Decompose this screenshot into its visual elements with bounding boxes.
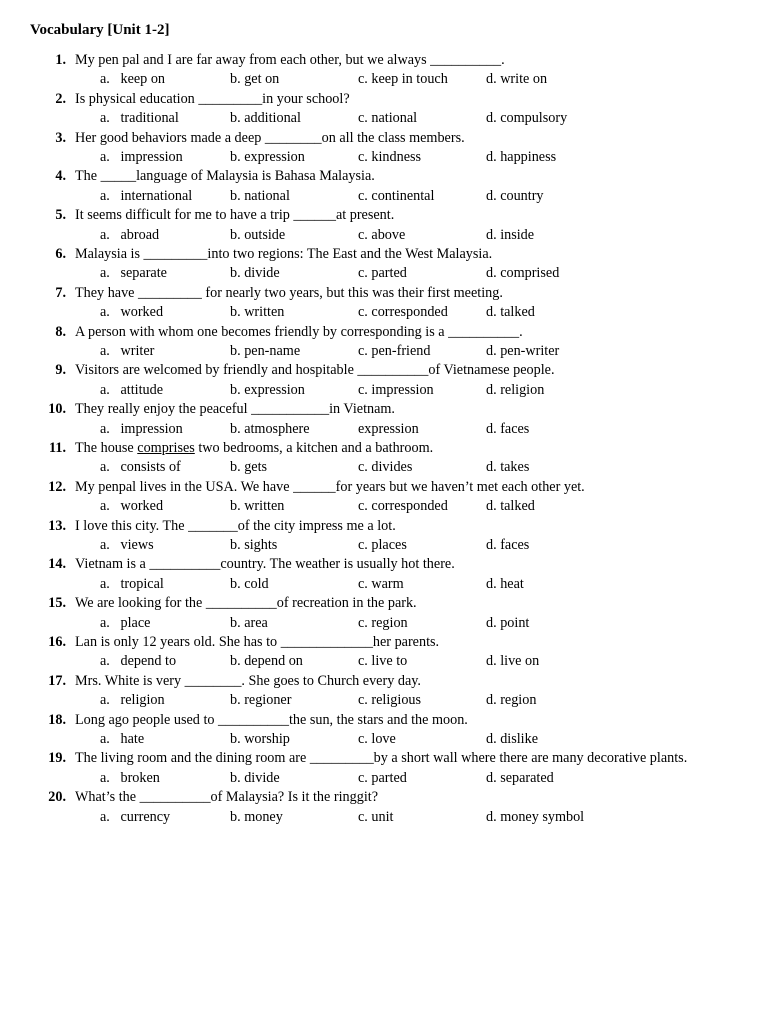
question-number: 18. [48, 711, 66, 728]
answer-options [0, 769, 768, 788]
question-text: two bedrooms, a kitchen and a bathroom. [194, 439, 434, 456]
question-text: It seems difficult for me to have a trip ______at present. [75, 207, 395, 224]
answer-options [0, 264, 768, 283]
answer-options [0, 730, 768, 749]
option-d: d. takes [486, 459, 530, 476]
question-stem [0, 711, 768, 730]
question-stem [0, 633, 768, 652]
question-item [0, 361, 768, 400]
question-text: We are looking for the __________of recreation in the park. [75, 595, 417, 612]
question-text: The living room and the dining room are _________by a short wall where there are many decorative plants. [75, 750, 688, 767]
underlined-word: comprises [137, 439, 195, 456]
question-text: Mrs. White is very ________. She goes to Church every day. [75, 672, 421, 689]
question-number: 11. [49, 439, 66, 456]
answer-options [0, 381, 768, 400]
question-stem [0, 51, 768, 70]
question-item [0, 245, 768, 284]
question-number: 20. [48, 789, 66, 806]
option-d: d. faces [486, 536, 530, 553]
question-text: A person with whom one becomes friendly by corresponding is a __________. [75, 323, 523, 340]
option-d: d. comprised [486, 265, 560, 282]
option-c: c. corresponded [358, 498, 448, 515]
option-b: b. sights [230, 536, 278, 553]
question-stem [0, 749, 768, 768]
option-c: c. corresponded [358, 304, 448, 321]
question-text: Vietnam is a __________country. The weather is usually hot there. [75, 556, 455, 573]
question-stem [0, 788, 768, 807]
question-number: 10. [48, 401, 66, 418]
option-a: a. keep on [100, 71, 166, 88]
option-d: d. talked [486, 498, 535, 515]
option-b: b. written [230, 304, 285, 321]
option-a: a. abroad [100, 226, 160, 243]
question-item [0, 478, 768, 517]
question-number: 15. [48, 595, 66, 612]
option-d: d. pen-writer [486, 342, 560, 359]
question-item [0, 284, 768, 323]
option-a: a. international [100, 187, 193, 204]
question-item [0, 400, 768, 439]
option-b: b. written [230, 498, 285, 515]
option-d: d. compulsory [486, 110, 568, 127]
option-d: d. separated [486, 769, 554, 786]
question-number: 19. [48, 750, 66, 767]
option-d: d. religion [486, 381, 545, 398]
question-item [0, 439, 768, 478]
question-text: Is physical education _________in your school? [75, 90, 350, 107]
option-c: c. pen-friend [358, 342, 431, 359]
option-c: expression [358, 420, 419, 437]
option-c: c. national [358, 110, 418, 127]
option-a: a. broken [100, 769, 160, 786]
option-d: d. money symbol [486, 808, 585, 825]
option-b: b. pen-name [230, 342, 301, 359]
question-stem [0, 439, 768, 458]
option-b: b. gets [230, 459, 268, 476]
answer-options [0, 458, 768, 477]
question-text: Long ago people used to __________the sun, the stars and the moon. [75, 711, 468, 728]
option-a: a. worked [100, 498, 164, 515]
answer-options [0, 652, 768, 671]
option-c: c. region [358, 614, 408, 631]
answer-options [0, 148, 768, 167]
question-item [0, 711, 768, 750]
question-stem [0, 323, 768, 342]
answer-options [0, 420, 768, 439]
question-number: 1. [55, 52, 66, 68]
answer-options [0, 536, 768, 555]
option-a: a. consists of [100, 459, 181, 476]
answer-options [0, 614, 768, 633]
answer-options [0, 575, 768, 594]
option-d: d. faces [486, 420, 530, 437]
question-stem [0, 284, 768, 303]
question-item [0, 90, 768, 129]
option-b: b. cold [230, 575, 269, 592]
question-number: 13. [48, 517, 66, 534]
option-d: d. talked [486, 304, 535, 321]
question-number: 3. [55, 129, 66, 146]
option-a: a. impression [100, 149, 183, 165]
answer-options [0, 303, 768, 322]
option-c: c. warm [358, 575, 404, 592]
question-item [0, 633, 768, 672]
option-b: b. outside [230, 226, 286, 243]
option-b: b. national [230, 187, 290, 204]
question-stem [0, 129, 768, 148]
question-stem [0, 167, 768, 186]
answer-options [0, 226, 768, 245]
question-stem [0, 90, 768, 109]
option-b: b. expression [230, 149, 305, 165]
question-stem [0, 206, 768, 225]
option-c: c. divides [358, 459, 413, 476]
question-text: Visitors are welcomed by friendly and hospitable __________of Vietnamese people. [75, 362, 555, 379]
question-item [0, 51, 768, 90]
option-d: d. heat [486, 575, 524, 592]
question-number: 2. [55, 90, 66, 107]
question-number: 17. [48, 672, 66, 689]
question-number: 7. [55, 284, 66, 301]
option-d: d. region [486, 692, 537, 709]
option-c: c. love [358, 730, 396, 747]
question-item [0, 555, 768, 594]
question-number: 4. [55, 168, 66, 185]
option-d: d. live on [486, 653, 540, 670]
question-number: 8. [55, 323, 66, 340]
option-c: c. places [358, 536, 407, 553]
option-b: b. atmosphere [230, 420, 310, 437]
option-c: c. impression [358, 381, 434, 398]
option-b: b. depend on [230, 653, 303, 670]
option-c: c. parted [358, 265, 407, 282]
option-b: b. get on [230, 71, 280, 88]
question-item [0, 129, 768, 168]
question-stem [0, 245, 768, 264]
question-item [0, 206, 768, 245]
answer-options [0, 109, 768, 128]
option-a: a. traditional [100, 110, 179, 127]
option-a: a. views [100, 536, 154, 553]
option-d: d. country [486, 187, 544, 204]
question-stem [0, 400, 768, 419]
option-a: a. worked [100, 304, 164, 321]
option-d: d. happiness [486, 149, 557, 165]
option-b: b. expression [230, 381, 305, 398]
answer-options [0, 691, 768, 710]
option-c: c. continental [358, 187, 435, 204]
question-item [0, 167, 768, 206]
question-text: My pen pal and I are far away from each other, but we always __________. [75, 52, 505, 68]
option-a: a. impression [100, 420, 183, 437]
question-item [0, 672, 768, 711]
option-a: a. depend to [100, 653, 177, 670]
question-text: My penpal lives in the USA. We have ______for years but we haven’t met each other yet. [75, 478, 585, 495]
option-a: a. tropical [100, 575, 164, 592]
option-a: a. place [100, 614, 151, 631]
option-a: a. attitude [100, 381, 164, 398]
question-text: They really enjoy the peaceful ___________in Vietnam. [75, 401, 395, 418]
option-d: d. inside [486, 226, 535, 243]
question-number: 6. [55, 245, 66, 262]
question-stem [0, 594, 768, 613]
question-number: 16. [48, 633, 66, 650]
answer-options [0, 808, 768, 827]
answer-options [0, 497, 768, 516]
question-text: The house [75, 439, 138, 456]
option-d: d. point [486, 614, 530, 631]
question-text: Her good behaviors made a deep ________on all the class members. [75, 129, 465, 146]
option-b: b. additional [230, 110, 301, 127]
option-b: b. divide [230, 265, 280, 282]
question-stem [0, 478, 768, 497]
question-stem [0, 672, 768, 691]
option-b: b. divide [230, 769, 280, 786]
question-stem [0, 361, 768, 380]
option-b: b. money [230, 808, 283, 825]
question-item [0, 323, 768, 362]
answer-options [0, 70, 768, 89]
option-a: a. hate [100, 730, 145, 747]
question-stem [0, 555, 768, 574]
option-a: a. separate [100, 265, 167, 282]
question-number: 5. [55, 207, 66, 224]
question-item [0, 749, 768, 788]
option-c: c. live to [358, 653, 408, 670]
page-title: Vocabulary [Unit 1-2] [30, 22, 170, 38]
question-text: Malaysia is _________into two regions: The East and the West Malaysia. [75, 245, 493, 262]
option-c: c. keep in touch [358, 71, 448, 88]
option-a: a. religion [100, 692, 165, 709]
option-a: a. currency [100, 808, 171, 825]
option-d: d. write on [486, 71, 548, 88]
question-number: 12. [48, 478, 66, 495]
question-number: 9. [55, 362, 66, 379]
question-item [0, 788, 768, 827]
question-text: They have _________ for nearly two years, but this was their first meeting. [75, 284, 503, 301]
question-stem [0, 517, 768, 536]
option-b: b. area [230, 614, 268, 631]
answer-options [0, 342, 768, 361]
option-c: c. above [358, 226, 406, 243]
option-c: c. religious [358, 692, 422, 709]
option-c: c. parted [358, 769, 407, 786]
option-d: d. dislike [486, 730, 539, 747]
question-text: What’s the __________of Malaysia? Is it the ringgit? [75, 789, 378, 806]
question-text: Lan is only 12 years old. She has to _____________her parents. [75, 633, 440, 650]
option-c: c. kindness [358, 149, 422, 165]
option-b: b. regioner [230, 692, 292, 709]
question-item [0, 594, 768, 633]
question-list [0, 51, 768, 827]
question-number: 14. [48, 556, 66, 573]
question-text: I love this city. The _______of the city impress me a lot. [75, 517, 396, 534]
question-text: The _____language of Malaysia is Bahasa Malaysia. [75, 168, 375, 185]
option-a: a. writer [100, 342, 155, 359]
question-item [0, 517, 768, 556]
option-b: b. worship [230, 730, 290, 747]
option-c: c. unit [358, 808, 394, 825]
answer-options [0, 187, 768, 206]
